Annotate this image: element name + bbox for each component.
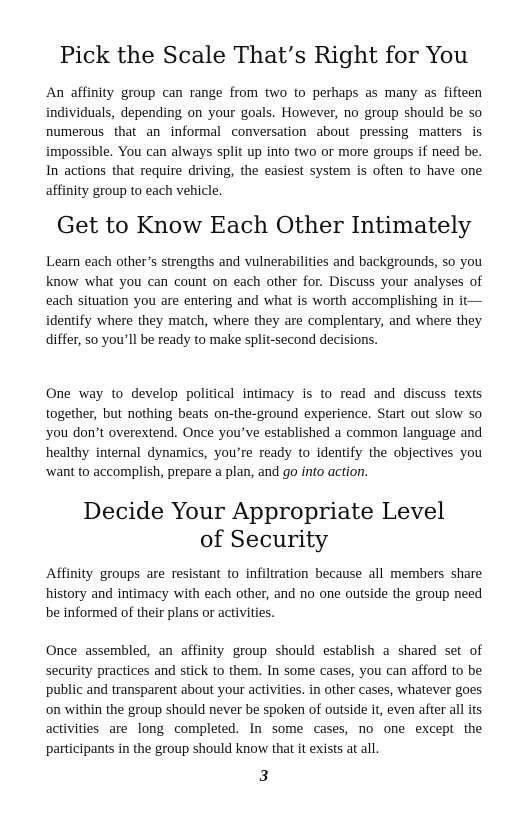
heading-security: Decide Your Appropriate Level of Security <box>83 499 445 553</box>
paragraph-text: One way to develop political intimacy is to read and discuss texts together, but nothing beats on-the-ground experience. Start out slow so you don’t overextend. Once you’ve established a common language and healthy internal dynamics, you’re ready to identify the objectives you want to accomplish, prepare a plan, and <box>46 386 482 480</box>
paragraph-strengths: Learn each other’s strengths and vulnerabilities and backgrounds, so you know what you can count on each other for. Discuss your analyses of each situation you are entering and what is worth accomplishing in it—identify where they match, where they are complentary, and where they differ, so you’ll be ready to make split-second decisions. <box>46 254 482 348</box>
paragraph-security-practices: Once assembled, an affinity group should establish a shared set of security practices and stick to them. In some cases, you can afford to be public and transparent about your activities. in other cases, whatever goes on within the group should never be spoken of outside it, even after all its activities are long completed. In some cases, no one except the participants in the group should know that it exists at all. <box>46 643 482 757</box>
paragraph-political-intimacy <box>46 385 482 483</box>
emphasis-go-into-action: go into action <box>282 464 365 480</box>
heading-know-each-other: Get to Know Each Other Intimately <box>56 213 472 239</box>
paragraph-scale: An affinity group can range from two to perhaps as many as fifteen individuals, depending on your goals. However, no group should be so numerous that an informal conversation about pressing matters is impossible. You can always split up into two or more groups if need be. In actions that require driving, the easiest system is often to have one affinity group to each vehicle. <box>46 85 482 199</box>
paragraph-end: . <box>364 464 369 480</box>
paragraph-infiltration: Affinity groups are resistant to infiltration because all members share history and intimacy with each other, and no one outside the group need be informed of their plans or activities. <box>46 566 482 621</box>
page-number: 3 <box>259 766 269 785</box>
heading-scale: Pick the Scale That’s Right for You <box>59 43 469 69</box>
